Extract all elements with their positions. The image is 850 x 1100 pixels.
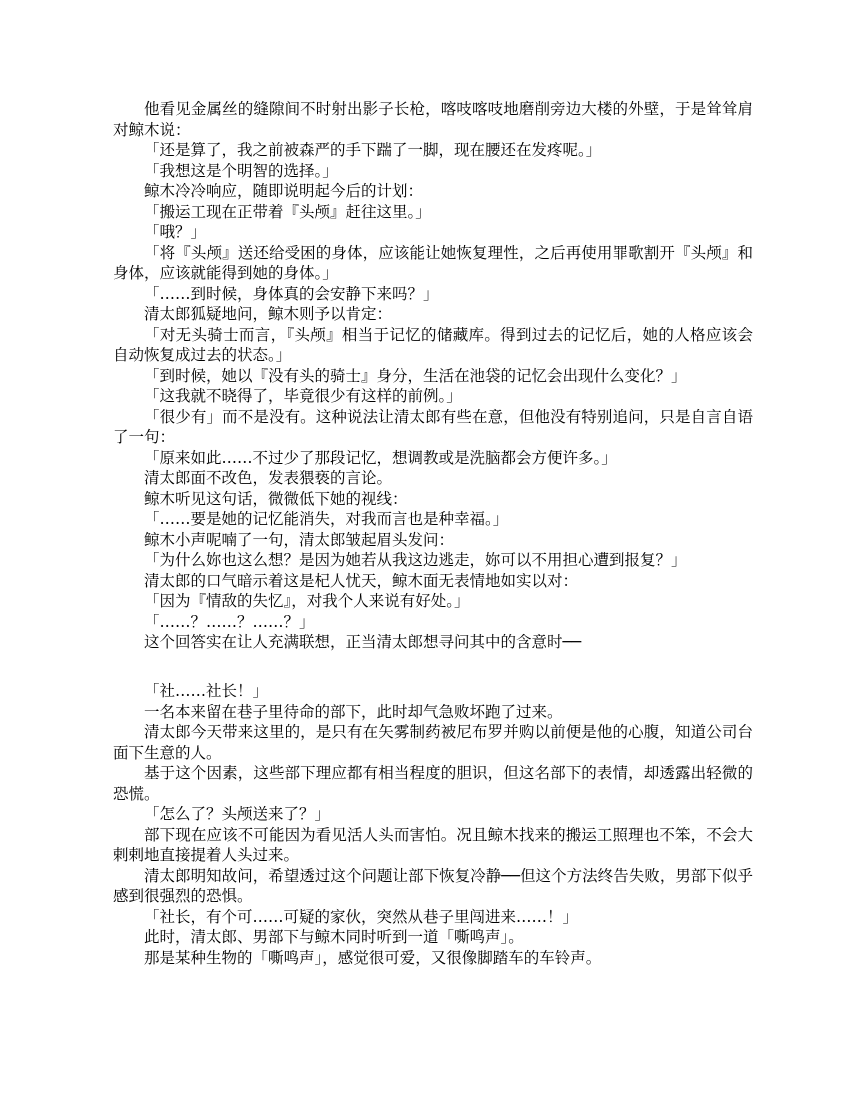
paragraph: 「将『头颅』送还给受困的身体，应该能让她恢复理性，之后再使用罪歌割开『头颅』和身体，应该就能得到她的身体。」 [113, 243, 753, 282]
paragraph: 清太郎明知故问，希望透过这个问题让部下恢复冷静──但这个方法终告失败，男部下似乎感到很强烈的恐惧。 [113, 866, 753, 905]
paragraph: 「哦？」 [144, 223, 207, 241]
paragraph: 鲸木冷冷响应，随即说明起今后的计划： [144, 182, 424, 200]
paragraph: 「到时候，她以『没有头的骑士』身分，生活在池袋的记忆会出现什么变化？」 [144, 366, 687, 385]
paragraph: 清太郎今天带来这里的，是只有在矢雾制药被尼布罗并购以前便是他的心腹，知道公司台面下生意的人。 [113, 723, 753, 762]
paragraph: 部下现在应该不可能因为看见活人头而害怕。况且鲸木找来的搬运工照理也不笨，不会大剌剌地直接提着人头过来。 [113, 825, 753, 864]
paragraph: 「……？……？……？」 [144, 612, 315, 631]
paragraph: 此时，清太郎、男部下与鲸木同时听到一道「嘶鸣声」。 [144, 928, 524, 946]
paragraph: 一名本来留在巷子里待命的部下，此时却气急败坏跑了过来。 [144, 702, 563, 721]
paragraph: 那是某种生物的「嘶鸣声」，感觉很可爱，又很像脚踏车的车铃声。 [144, 948, 602, 967]
paragraph: 鲸木小声呢喃了一句，清太郎皱起眉头发问： [144, 530, 455, 549]
paragraph: 「很少有」而不是没有。这种说法让清太郎有些在意，但他没有特别追问，只是自言自语了一句： [113, 407, 753, 446]
paragraph: 「……要是她的记忆能消失，对我而言也是种幸福。」 [144, 510, 509, 528]
text-section-2 [113, 681, 753, 968]
paragraph: 「原来如此……不过少了那段记忆，想调教或是洗脑都会方便许多。」 [144, 448, 617, 467]
paragraph: 「社长，有个可……可疑的家伙，突然从巷子里闯进来……！」 [144, 907, 579, 926]
paragraph: 「怎么了？头颅送来了？」 [144, 805, 331, 823]
paragraph: 「……到时候，身体真的会安静下来吗？」 [144, 284, 439, 303]
text-section-1 [113, 99, 753, 653]
paragraph: 「对无头骑士而言，『头颅』相当于记忆的储藏库。得到过去的记忆后，她的人格应该会自动恢复成过去的状态。」 [113, 325, 753, 364]
paragraph: 这个回答实在让人充满联想，正当清太郎想寻问其中的含意时── [144, 633, 582, 651]
paragraph: 清太郎的口气暗示着这是杞人忧天，鲸木面无表情地如实以对： [144, 571, 579, 590]
paragraph: 「我想这是个明智的选择。」 [144, 161, 338, 180]
paragraph: 「为什么妳也这么想？是因为她若从我这边逃走，妳可以不用担心遭到报复？」 [144, 551, 687, 569]
paragraph: 「社……社长！」 [144, 682, 269, 700]
paragraph: 「搬运工现在正带着『头颅』赶往这里。」 [144, 202, 431, 221]
paragraph: 清太郎面不改色，发表猥亵的言论。 [144, 469, 393, 487]
paragraph: 「因为『情敌的失忆』，对我个人来说有好处。」 [144, 592, 470, 610]
paragraph: 「还是算了，我之前被森严的手下踹了一脚，现在腰还在发疼呢。」 [144, 141, 602, 159]
paragraph: 清太郎狐疑地问，鲸木则予以肯定： [144, 305, 393, 323]
paragraph: 他看见金属丝的缝隙间不时射出影子长枪，喀吱喀吱地磨削旁边大楼的外壁，于是耸耸肩对鲸木说： [113, 100, 753, 139]
paragraph: 鲸木听见这句话，微微低下她的视线： [144, 489, 408, 508]
paragraph: 基于这个因素，这些部下理应都有相当程度的胆识，但这名部下的表情，却透露出轻微的恐慌。 [113, 764, 753, 803]
paragraph: 「这我就不晓得了，毕竟很少有这样的前例。」 [144, 387, 462, 405]
